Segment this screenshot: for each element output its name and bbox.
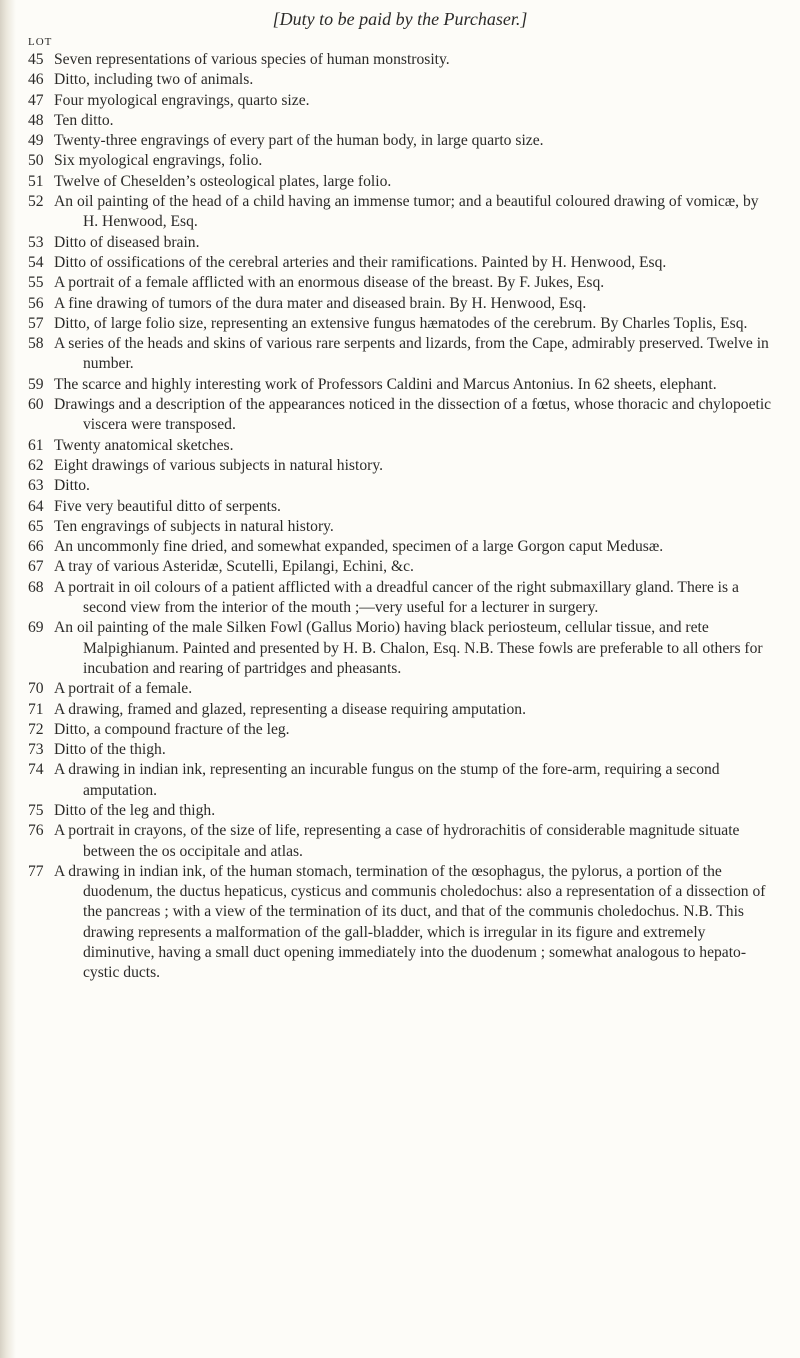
lot-entry: [28, 131, 772, 151]
lot-number: 62: [28, 456, 44, 474]
lot-entry: [28, 760, 772, 801]
lot-entry: [28, 151, 772, 171]
lot-entry: [28, 111, 772, 131]
lot-description: Ten ditto.: [54, 111, 114, 129]
lot-entry: [28, 436, 772, 456]
lot-number: 76: [28, 822, 44, 840]
lot-description: A drawing in indian ink, of the human stomach, termination of the œsophagus, the pylorus, a portion of the duodenum, the ductus hepaticus, cysticus and communis choledochus: also a representation of a dissection of the pancreas ; with a view of the termination of its duct, and that of the communis choledochus. N.B. This drawing represents a malformation of the gall-bladder, which is irregular in its figure and extremely diminutive, having a small duct opening immediately into the duodenum ; somewhat analogous to hepato-cystic ducts.: [54, 862, 766, 982]
lot-description: An oil painting of the male Silken Fowl (Gallus Morio) having black periosteum, cellular tissue, and rete Malpighianum. Painted and presented by H. B. Chalon, Esq. N.B. These fowls are preferable to all others for incubation and rearing of partridges and pheasants.: [54, 619, 763, 677]
lot-entry: [28, 618, 772, 679]
lot-number: 45: [28, 51, 44, 68]
lot-number: 73: [28, 741, 44, 759]
lot-description: Ditto of diseased brain.: [54, 233, 200, 251]
lot-number: 64: [28, 497, 44, 515]
lot-description: The scarce and highly interesting work of Professors Caldini and Marcus Antonius. In 62 sheets, elephant.: [54, 375, 717, 393]
lot-number: 70: [28, 680, 44, 698]
lot-description: Ditto.: [54, 477, 90, 495]
lot-description: Ditto, a compound fracture of the leg.: [54, 720, 290, 738]
lot-entry: [28, 375, 772, 395]
lot-description: Six myological engravings, folio.: [54, 152, 263, 170]
lot-description: A series of the heads and skins of various rare serpents and lizards, from the Cape, admirably preserved. Twelve in number.: [54, 335, 769, 373]
lot-entry-list: [28, 50, 772, 984]
lot-description: A portrait of a female.: [54, 680, 193, 698]
lot-number: 66: [28, 538, 44, 556]
lot-description: A drawing in indian ink, representing an incurable fungus on the stump of the fore-arm, requiring a second amputation.: [54, 761, 720, 799]
lot-number: 59: [28, 375, 44, 393]
lot-number: 57: [28, 314, 44, 332]
lot-number: 67: [28, 558, 44, 576]
lot-number: 58: [28, 335, 44, 353]
lot-description: Ditto of the thigh.: [54, 741, 166, 759]
lot-entry: [28, 720, 772, 740]
lot-entry: [28, 578, 772, 619]
lot-description: Ten engravings of subjects in natural history.: [54, 517, 334, 535]
lot-number: 72: [28, 720, 44, 738]
lot-column-label: LOT: [28, 36, 53, 48]
lot-number: 69: [28, 619, 44, 637]
lot-description: Ditto, including two of animals.: [54, 71, 254, 89]
lot-number: 65: [28, 517, 44, 535]
lot-description: A portrait in oil colours of a patient afflicted with a dreadful cancer of the right submaxillary gland. There is a second view from the interior of the mouth ;—very useful for a lecturer in surgery.: [54, 578, 739, 617]
lot-entry: [28, 700, 772, 720]
lot-entry: [28, 172, 772, 192]
lot-description: A drawing, framed and glazed, representing a disease requiring amputation.: [54, 700, 526, 718]
lot-description: Five very beautiful ditto of serpents.: [54, 497, 281, 515]
lot-entry: [28, 314, 772, 334]
lot-number: 54: [28, 253, 44, 271]
lot-description: An uncommonly fine dried, and somewhat expanded, specimen of a large Gorgon caput Medusæ.: [54, 538, 664, 556]
lot-entry: [28, 70, 772, 90]
lot-description: An oil painting of the head of a child having an immense tumor; and a beautiful coloured drawing of vomicæ, by H. Henwood, Esq.: [54, 193, 759, 231]
lot-description: Seven representations of various species of human monstrosity.: [54, 51, 450, 68]
lot-entry: [28, 456, 772, 476]
lot-number: 63: [28, 477, 44, 495]
lot-entry: [28, 821, 772, 862]
lot-entry: [28, 334, 772, 375]
lot-number: 51: [28, 172, 44, 190]
lot-description: Twenty anatomical sketches.: [54, 436, 234, 454]
lot-number: 74: [28, 761, 44, 779]
lot-number: 75: [28, 801, 44, 819]
lot-entry: [28, 50, 772, 70]
lot-number: 49: [28, 132, 44, 150]
lot-description: A tray of various Asteridæ, Scutelli, Epilangi, Echini, &c.: [54, 558, 414, 576]
lot-number: 47: [28, 91, 44, 109]
lot-entry: [28, 517, 772, 537]
lot-description: Twenty-three engravings of every part of the human body, in large quarto size.: [54, 132, 544, 150]
lot-entry: [28, 294, 772, 314]
lot-number: 48: [28, 111, 44, 129]
lot-entry: [28, 233, 772, 253]
lot-entry: [28, 91, 772, 111]
lot-entry: [28, 253, 772, 273]
lot-description: A portrait of a female afflicted with an enormous disease of the breast. By F. Jukes, Esq.: [54, 274, 605, 292]
lot-entry: [28, 476, 772, 496]
page-binding-edge: [0, 0, 16, 1358]
lot-number: 53: [28, 233, 44, 251]
lot-number: 55: [28, 274, 44, 292]
lot-number: 71: [28, 700, 44, 718]
lot-description: A fine drawing of tumors of the dura mater and diseased brain. By H. Henwood, Esq.: [54, 294, 587, 312]
lot-entry: [28, 679, 772, 699]
lot-description: Four myological engravings, quarto size.: [54, 91, 310, 109]
lot-entry: [28, 862, 772, 984]
lot-number: 60: [28, 396, 44, 414]
lot-entry: [28, 273, 772, 293]
lot-description: Ditto of the leg and thigh.: [54, 801, 216, 819]
lot-number: 56: [28, 294, 44, 312]
lot-number: 68: [28, 578, 44, 596]
lot-number: 61: [28, 436, 44, 454]
lot-entry: [28, 192, 772, 233]
lot-description: Eight drawings of various subjects in natural history.: [54, 456, 383, 474]
lot-number: 77: [28, 862, 44, 880]
page-header: [Duty to be paid by the Purchaser.]: [272, 9, 528, 29]
lot-entry: [28, 801, 772, 821]
lot-entry: [28, 557, 772, 577]
lot-entry: [28, 395, 772, 436]
lot-description: A portrait in crayons, of the size of life, representing a case of hydrorachitis of considerable magnitude situate between the os occipitale and atlas.: [54, 822, 740, 860]
lot-description: Ditto, of large folio size, representing an extensive fungus hæmatodes of the cerebrum. By Charles Toplis, Esq.: [54, 314, 748, 332]
lot-entry: [28, 740, 772, 760]
lot-description: Drawings and a description of the appearances noticed in the dissection of a fœtus, whose thoracic and chylopoetic viscera were transposed.: [54, 396, 772, 434]
lot-description: Twelve of Cheselden’s osteological plates, large folio.: [54, 172, 392, 190]
lot-entry: [28, 537, 772, 557]
lot-number: 52: [28, 193, 44, 211]
lot-number: 50: [28, 152, 44, 170]
lot-number: 46: [28, 71, 44, 89]
lot-description: Ditto of ossifications of the cerebral arteries and their ramifications. Painted by H. Henwood, Esq.: [54, 253, 667, 271]
lot-entry: [28, 497, 772, 517]
